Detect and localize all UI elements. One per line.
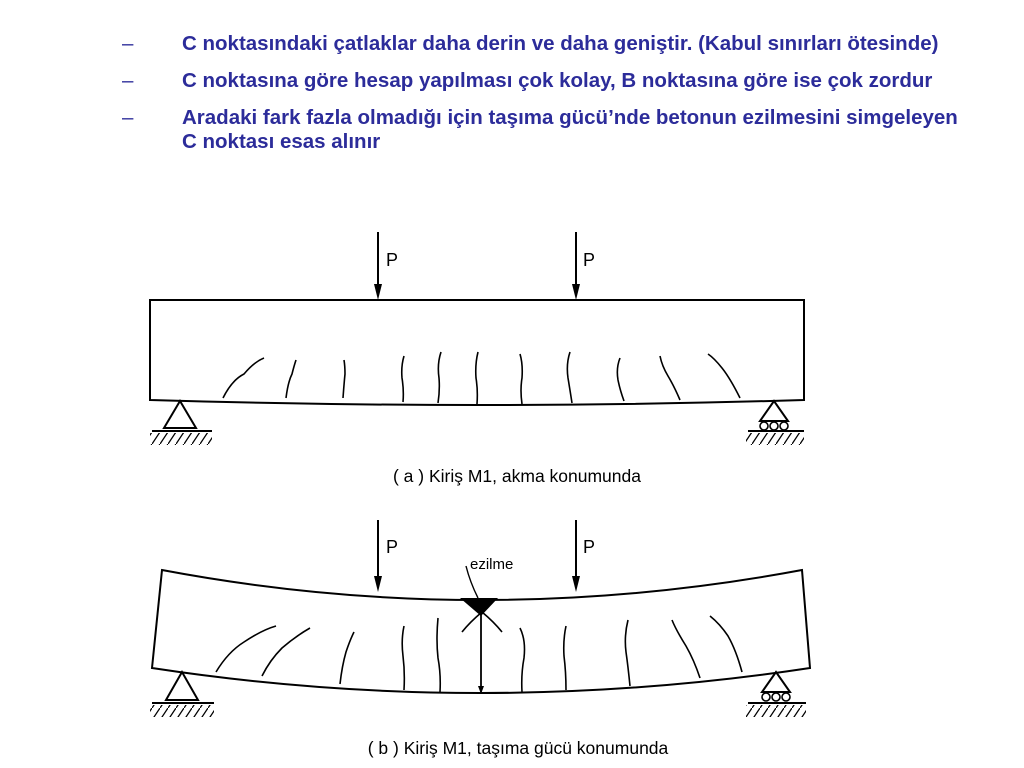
load-label-left: P bbox=[386, 250, 399, 270]
roller-support-a bbox=[746, 401, 804, 445]
load-label-right: P bbox=[583, 537, 596, 557]
pin-support-b bbox=[150, 672, 214, 717]
bullet-text: C noktasına göre hesap yapılması çok kolay, B noktasına göre ise çok zordur bbox=[182, 69, 933, 92]
load-arrow-right bbox=[572, 520, 580, 592]
bullet-dash: – bbox=[122, 106, 134, 129]
figure-a bbox=[150, 232, 804, 486]
bullet-dash: – bbox=[122, 69, 134, 92]
annotation-ezilme: ezilme bbox=[470, 556, 514, 573]
load-label-left: P bbox=[386, 537, 399, 557]
load-label-right: P bbox=[583, 250, 596, 270]
caption-a: ( a ) Kiriş M1, akma konumunda bbox=[392, 466, 642, 486]
bullet-dash: – bbox=[122, 32, 134, 55]
load-arrow-right bbox=[572, 232, 580, 300]
pin-support-a bbox=[150, 401, 212, 445]
bullet-text: Aradaki fark fazla olmadığı için taşıma gücü’nde betonun ezilmesini simgeleyen C noktası esas alınır bbox=[182, 106, 958, 153]
roller-support-b bbox=[746, 672, 806, 717]
load-arrow-left bbox=[374, 232, 382, 300]
load-arrow-left bbox=[374, 520, 382, 592]
caption-b: ( b ) Kiriş M1, taşıma gücü konumunda bbox=[367, 738, 669, 758]
figure-b bbox=[150, 520, 810, 758]
bullet-text: C noktasındaki çatlaklar daha derin ve daha geniştir. (Kabul sınırları ötesinde) bbox=[182, 32, 939, 55]
